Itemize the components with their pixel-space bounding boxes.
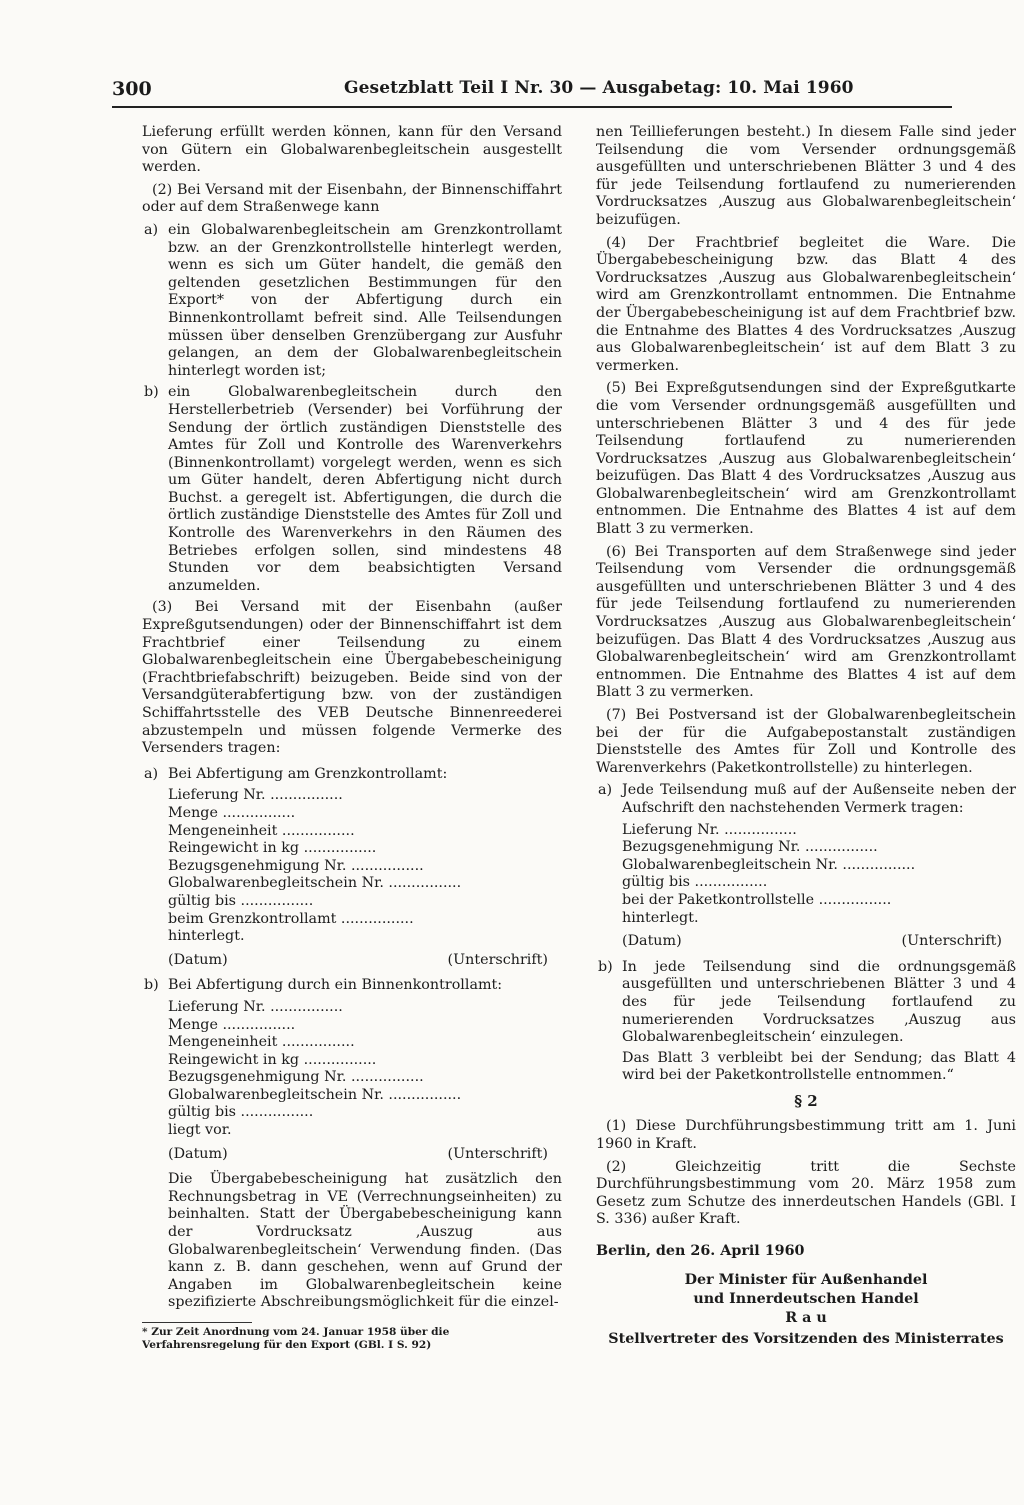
list-item-a bbox=[596, 782, 1016, 817]
form-field: gültig bis ................ bbox=[168, 892, 314, 909]
paragraph-5: (5) Bei Expreßgutsendungen sind der Expreßgutkarte die vom Versender ordnungsgemäß ausgefüllten und unterschriebenen Blätter 3 und 4 des für jede Teilsendung fortlaufend zu numerierenden Vordrucksatzes ‚Auszug aus Globalwarenbegleitschein‘ beizufügen. Das Blatt 4 des Vordrucksatzes ‚Auszug aus Globalwarenbegleitschein‘ wird am Grenzkontrollamt entnommen. Die Entnahme des Blattes 4 ist auf dem Blatt 3 zu vermerken. bbox=[596, 380, 1016, 538]
form-field: bei der Paketkontrollstelle ................ bbox=[622, 891, 892, 908]
form-field: Bezugsgenehmigung Nr. ................ bbox=[622, 839, 878, 856]
form-field: Globalwarenbegleitschein Nr. ................ bbox=[168, 875, 462, 892]
right-column bbox=[596, 124, 1016, 1349]
form-b-signature bbox=[168, 1146, 562, 1164]
left-column bbox=[142, 124, 562, 1317]
form-field: beim Grenzkontrollamt ................ bbox=[168, 910, 414, 927]
section-paragraph-1: (1) Diese Durchführungsbestimmung tritt am 1. Juni 1960 in Kraft. bbox=[596, 1118, 1016, 1153]
paragraph-3: (3) Bei Versand mit der Eisenbahn (außer Expreßgutsendungen) oder der Binnenschiffahrt ist dem Frachtbrief einer Teilsendung zu einem Globalwarenbegleitschein eine Übergabebescheinigung (Frachtbriefabschrift) beizugeben. Beide sind von der Versandgüterabfertigung bzw. von der zuständigen Schiffahrtsstelle des VEB Deutsche Binnenreederei abzustempeln und müssen folgende Vermerke des Versenders tragen: bbox=[142, 599, 562, 757]
form-field: gültig bis ................ bbox=[622, 874, 768, 891]
form-field: Globalwarenbegleitschein Nr. ................ bbox=[622, 856, 916, 873]
page-number: 300 bbox=[112, 78, 152, 100]
item-text: In jede Teilsendung sind die ordnungsgemäß ausgefüllten und unterschriebenen Blätter 3 und 4 des für jede Teilsendung fortlaufend zu numerierenden Vordrucksatzes ‚Auszug aus Globalwarenbegleitschein‘ einzulegen. bbox=[622, 958, 1016, 1046]
paragraph-uebergabe: Die Übergabebescheinigung hat zusätzlich den Rechnungsbetrag in VE (Verrechnungseinheiten) zu beinhalten. Statt der Übergabebescheinigung kann der Vordrucksatz ‚Auszug aus Globalwarenbegleitschein‘ Verwendung finden. (Das kann z. B. dann geschehen, wenn auf Grund der Angaben im Globalwarenbegleitschein keine spezifizierte Abschreibungsmöglichkeit für die einzel- bbox=[168, 1171, 562, 1311]
page-header bbox=[112, 78, 952, 108]
form-field: hinterlegt. bbox=[622, 909, 699, 926]
paragraph-2: (2) Bei Versand mit der Eisenbahn, der Binnenschiffahrt oder auf dem Straßenwege kann bbox=[142, 181, 562, 216]
signatory-block bbox=[596, 1271, 1016, 1349]
list-item-b bbox=[596, 959, 1016, 1085]
date-label: (Datum) bbox=[168, 1145, 228, 1162]
paragraph-4: (4) Der Frachtbrief begleitet die Ware. Die Übergabebescheinigung bzw. das Blatt 4 des Vordrucksatzes ‚Auszug aus Globalwarenbegleitschein‘ wird am Grenzkontrollamt entnommen. Die Entnahme der Übergabebescheinigung ist auf dem Frachtbrief bzw. die Entnahme des Blattes 4 des Vordrucksatzes ‚Auszug aus Globalwarenbegleitschein‘ ist auf dem Blatt 3 zu vermerken. bbox=[596, 234, 1016, 374]
item-text: ein Globalwarenbegleitschein durch den Herstellerbetrieb (Versender) bei Vorführung der Sendung der örtlich zuständigen Dienststelle des Amtes für Zoll und Kontrolle des Warenverkehrs (Binnenkontrollamt) vorgelegt werden, wenn es sich um Güter handelt, deren Abfertigung nicht durch Buchst. a geregelt ist. Abfertigungen, die durch die örtlich zuständige Dienststelle des Amtes für Zoll und Kontrolle des Warenverkehrs in den Räumen des Betriebes erfolgen sollen, sind mindestens 48 Stunden vor dem beabsichtigten Versand anzumelden. bbox=[168, 384, 562, 594]
signature-label: (Unterschrift) bbox=[447, 1145, 548, 1162]
form-field: Reingewicht in kg ................ bbox=[168, 840, 377, 857]
form-field: Reingewicht in kg ................ bbox=[168, 1051, 377, 1068]
form-field: Lieferung Nr. ................ bbox=[168, 998, 343, 1015]
form-field: Menge ................ bbox=[168, 1016, 296, 1033]
item-label: a) bbox=[598, 782, 613, 799]
date-label: (Datum) bbox=[622, 933, 682, 950]
form-a-heading bbox=[142, 766, 562, 784]
form-field: Globalwarenbegleitschein Nr. ................ bbox=[168, 1086, 462, 1103]
signatory-name: R a u bbox=[785, 1309, 827, 1326]
post-form-signature bbox=[622, 933, 1016, 951]
item-label: a) bbox=[144, 765, 159, 782]
post-form-fields bbox=[622, 822, 1016, 928]
form-b-fields bbox=[168, 999, 562, 1140]
form-a-signature bbox=[168, 952, 562, 970]
item-text: ein Globalwarenbegleitschein am Grenzkontrollamt bzw. an der Grenzkontrollstelle hinterlegt werden, wenn es sich um Güter handelt, die gemäß den geltenden gesetzlichen Bestimmungen für den Export* von der Abfertigung durch ein Binnenkontrollamt befreit sind. Alle Teilsendungen müssen über denselben Grenzübergang zur Ausfuhr gelangen, an dem der Globalwarenbegleitschein hinterlegt worden ist; bbox=[168, 221, 562, 379]
section-heading: § 2 bbox=[794, 1091, 818, 1110]
form-field: gültig bis ................ bbox=[168, 1104, 314, 1121]
signature-label: (Unterschrift) bbox=[901, 933, 1002, 950]
signature-label: (Unterschrift) bbox=[447, 951, 548, 968]
minister-title-1: Der Minister für Außenhandel bbox=[684, 1271, 928, 1288]
paragraph-7: (7) Bei Postversand ist der Globalwarenbegleitschein bei der für die Aufgabepostanstalt zuständigen Dienststelle des Amtes für Zoll und Kontrolle des Warenverkehrs (Paketkontrollstelle) zu hinterlegen. bbox=[596, 707, 1016, 776]
header-rule bbox=[112, 106, 952, 108]
form-field: Mengeneinheit ................ bbox=[168, 822, 355, 839]
footnote: * Zur Zeit Anordnung vom 24. Januar 1958 über die Verfahrensregelung für den Export (GBl. I S. 92) bbox=[142, 1326, 450, 1351]
paragraph-continuation: Lieferung erfüllt werden können, kann für den Versand von Gütern ein Globalwarenbegleitschein ausgestellt werden. bbox=[142, 124, 562, 176]
paragraph-6: (6) Bei Transporten auf dem Straßenwege sind jeder Teilsendung vom Versender die ordnungsgemäß ausgefüllten und unterschriebenen Blätter 3 und 4 des für jede Teilsendung fortlaufend zu numerierenden Vordrucksatzes ‚Auszug aus Globalwarenbegleitschein‘ beizufügen. Das Blatt 4 des Vordrucksatzes ‚Auszug aus Globalwarenbegleitschein‘ wird am Grenzkontrollamt entnommen. Die Entnahme des Blattes 4 ist auf dem Blatt 3 zu vermerken. bbox=[596, 543, 1016, 701]
item-label: b) bbox=[598, 958, 613, 975]
running-title: Gesetzblatt Teil I Nr. 30 — Ausgabetag: 10. Mai 1960 bbox=[344, 78, 854, 98]
form-field: Bezugsgenehmigung Nr. ................ bbox=[168, 1069, 424, 1086]
form-a-fields bbox=[168, 787, 562, 945]
form-field: hinterlegt. bbox=[168, 928, 245, 945]
form-field: Mengeneinheit ................ bbox=[168, 1034, 355, 1051]
place-date: Berlin, den 26. April 1960 bbox=[596, 1243, 805, 1260]
form-field: Bezugsgenehmigung Nr. ................ bbox=[168, 857, 424, 874]
form-field: Lieferung Nr. ................ bbox=[622, 821, 797, 838]
form-field: liegt vor. bbox=[168, 1122, 232, 1139]
item-label: b) bbox=[144, 977, 159, 994]
paragraph-continuation: nen Teillieferungen besteht.) In diesem Falle sind jeder Teilsendung die vom Versender ordnungsgemäß ausgefüllten und unterschriebenen Blätter 3 und 4 des für jede Teilsendung fortlaufend zu numerierenden Vordrucksatzes ‚Auszug aus Globalwarenbegleitschein‘ beizufügen. bbox=[596, 124, 1016, 228]
list-item-a bbox=[142, 222, 562, 380]
form-field: Menge ................ bbox=[168, 804, 296, 821]
footnote-rule bbox=[142, 1322, 252, 1323]
list-item-b bbox=[142, 384, 562, 595]
item-text: Jede Teilsendung muß auf der Außenseite neben der Aufschrift den nachstehenden Vermerk tragen: bbox=[622, 782, 1016, 816]
item-label: a) bbox=[144, 221, 159, 238]
section-paragraph-2: (2) Gleichzeitig tritt die Sechste Durchführungsbestimmung vom 20. März 1958 zum Gesetz zum Schutze des innerdeutschen Handels (GBl. I S. 336) außer Kraft. bbox=[596, 1158, 1016, 1228]
item-label: b) bbox=[144, 384, 159, 401]
item-text-2: Das Blatt 3 verbleibt bei der Sendung; das Blatt 4 wird bei der Paketkontrollstelle entnommen.“ bbox=[622, 1049, 1016, 1084]
form-field: Lieferung Nr. ................ bbox=[168, 787, 343, 804]
signatory-role: Stellvertreter des Vorsitzenden des Ministerrates bbox=[608, 1330, 1004, 1347]
form-b-heading bbox=[142, 977, 562, 995]
date-label: (Datum) bbox=[168, 951, 228, 968]
item-text: Bei Abfertigung durch ein Binnenkontrollamt: bbox=[168, 977, 503, 994]
item-text: Bei Abfertigung am Grenzkontrollamt: bbox=[168, 765, 448, 782]
minister-title-2: und Innerdeutschen Handel bbox=[693, 1290, 919, 1307]
